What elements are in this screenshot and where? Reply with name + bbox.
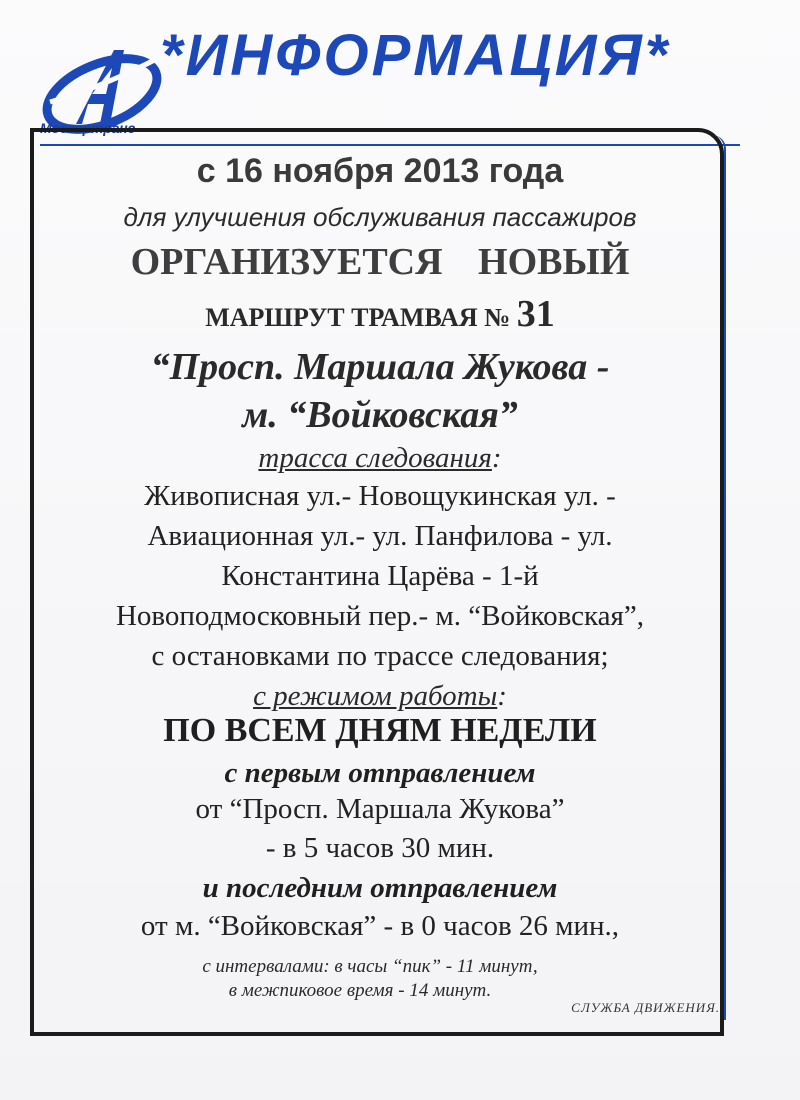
last-departure-header: и последним отправлением [202, 872, 558, 904]
route-name-line-2: м. “Войковская” [242, 394, 518, 436]
last-departure-from: от м. “Войковская” - в 0 часов 26 мин., [140, 910, 620, 942]
route-line [40, 292, 720, 336]
intervals-line-2: в межпиковое время - 14 минут. [228, 980, 492, 1001]
service-signature: СЛУЖБА ДВИЖЕНИЯ. [571, 1000, 720, 1015]
logo-caption: Мосгортранс [40, 120, 136, 136]
path-line: с остановками по трассе следования; [151, 640, 609, 672]
route-name-line-1: “Просп. Маршала Жукова - [150, 346, 610, 388]
mode-header-label: с режимом работы [253, 680, 498, 712]
first-departure-from: от “Просп. Маршала Жукова” [195, 793, 565, 825]
path-line: Авиационная ул.- ул. Панфилова - ул. [147, 520, 613, 552]
path-line: Константина Царёва - 1-й [221, 560, 539, 592]
path-line: Новоподмосковный пер.- м. “Войковская”, [115, 600, 645, 632]
first-departure-header: с первым отправлением [224, 757, 536, 789]
route-number: 31 [516, 293, 555, 335]
path-header-colon: : [491, 442, 502, 474]
path-header [40, 442, 720, 475]
path-header-label: трасса следования [258, 442, 492, 474]
path-line: Живописная ул.- Новощукинская ул. - [144, 480, 616, 512]
mode-header [40, 680, 720, 713]
organized-line: ОРГАНИЗУЕТСЯ НОВЫЙ [130, 241, 630, 283]
page-title: *ИНФОРМАЦИЯ* [160, 23, 671, 88]
intervals-line-1: с интервалами: в часы “пик” - 11 минут, [202, 956, 538, 977]
date-line: с 16 ноября 2013 года [196, 152, 564, 190]
mode-header-colon: : [497, 680, 507, 712]
purpose-line: для улучшения обслуживания пассажиров [123, 202, 637, 232]
first-departure-time: - в 5 часов 30 мин. [265, 832, 495, 864]
days-line: ПО ВСЕМ ДНЯМ НЕДЕЛИ [163, 712, 597, 749]
route-label: МАРШРУТ ТРАМВАЯ № [205, 303, 511, 332]
